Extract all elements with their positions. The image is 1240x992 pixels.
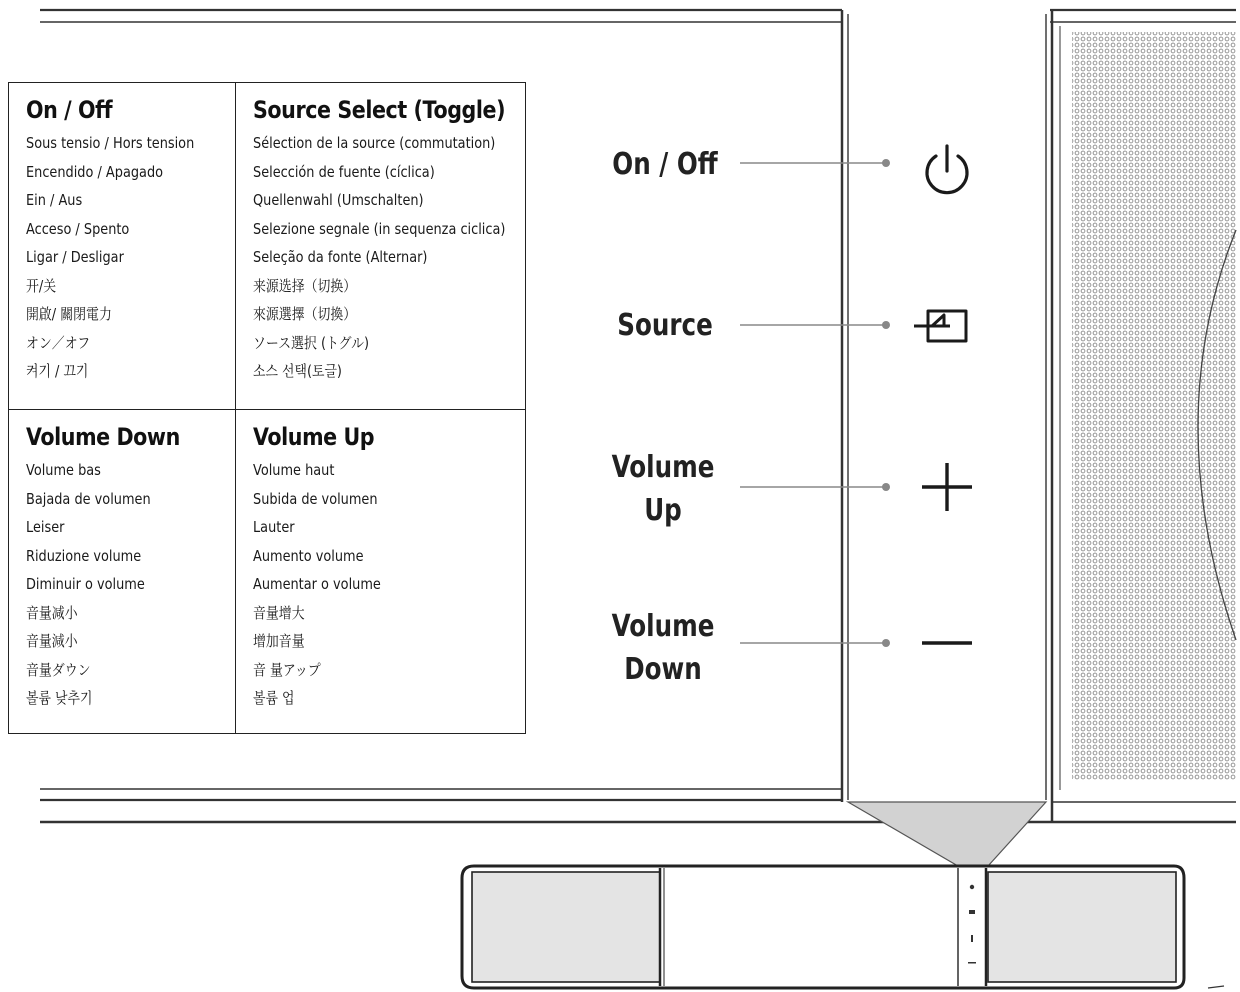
translation-line: 音 量アップ	[253, 660, 321, 679]
translation-line: 볼륨 업	[253, 689, 295, 707]
translation-line: Subida de volumen	[253, 489, 378, 508]
legend-title-volume-down: Volume Down	[26, 423, 180, 451]
translation-line: Selezione segnale (in sequenza ciclica)	[253, 219, 506, 238]
translation-line: Selección de fuente (cíclica)	[253, 162, 435, 181]
bottom-rails	[40, 789, 1236, 822]
top-rails	[40, 10, 1236, 22]
translation-line: 소스 선택(토글)	[253, 362, 342, 380]
enclosure-edges	[842, 10, 1060, 822]
callout-volume-down: Volume Down	[611, 609, 715, 687]
legend-cell-source-select	[236, 83, 525, 410]
legend-title-on-off: On / Off	[26, 96, 113, 124]
translation-line: 来源选择（切换）	[253, 276, 357, 295]
leader-lines	[740, 163, 884, 643]
translation-line: 켜기 / 끄기	[26, 362, 89, 380]
translation-line: Aumentar o volume	[253, 575, 381, 593]
translation-line: 增加音量	[253, 632, 305, 650]
legend-translations-volume-up	[253, 456, 525, 713]
translation-line: 音量增大	[253, 603, 305, 622]
legend-translations-on-off	[26, 129, 235, 386]
translation-line: Acceso / Spento	[26, 219, 130, 238]
translation-line: Sélection de la source (commutation)	[253, 134, 496, 152]
translation-line: Quellenwahl (Umschalten)	[253, 191, 424, 209]
translation-line: 音量减小	[26, 603, 78, 622]
translation-line: Seleção da fonte (Alternar)	[253, 248, 428, 266]
translation-line: Aumento volume	[253, 546, 364, 565]
callout-on-off: On / Off	[612, 147, 718, 182]
translation-line: オン／オフ	[26, 333, 91, 352]
legend-translations-volume-down	[26, 456, 235, 713]
translation-line: Leiser	[26, 518, 65, 536]
speaker-grille	[1072, 32, 1236, 780]
translation-line: 音量減小	[26, 632, 78, 650]
zoom-highlight-cone	[848, 802, 1046, 866]
corner-mark	[1208, 986, 1224, 988]
translation-line: 볼륨 낮추기	[26, 689, 93, 707]
soundbar-overview	[462, 866, 1184, 988]
source-input-icon	[914, 311, 966, 341]
legend-translations-source-select	[253, 129, 525, 386]
translation-line: Sous tensio / Hors tension	[26, 134, 195, 152]
legend-cell-on-off	[9, 83, 236, 410]
translation-line: Volume haut	[253, 461, 335, 479]
translation-line: Ligar / Desligar	[26, 248, 124, 266]
leader-dots	[882, 159, 890, 647]
translation-line: Ein / Aus	[26, 191, 83, 209]
translation-line: 音量ダウン	[26, 660, 91, 679]
translation-line: Lauter	[253, 518, 295, 536]
callout-source: Source	[617, 308, 713, 343]
legend-title-volume-up: Volume Up	[253, 423, 375, 451]
legend-cell-volume-up	[236, 410, 525, 733]
translation-line: Volume bas	[26, 461, 101, 479]
legend-cell-volume-down	[9, 410, 236, 733]
translation-line: 開啟/ 關閉電力	[26, 305, 112, 323]
legend-title-source-select: Source Select (Toggle)	[253, 96, 506, 124]
translation-line: Bajada de volumen	[26, 489, 151, 508]
plus-icon	[922, 463, 972, 511]
multilingual-legend-table	[8, 82, 526, 734]
power-icon	[927, 146, 967, 193]
translation-line: 來源選擇（切換）	[253, 305, 357, 323]
translation-line: Riduzione volume	[26, 546, 142, 565]
translation-line: ソース選択 (トグル)	[253, 333, 370, 352]
translation-line: Encendido / Apagado	[26, 162, 164, 181]
translation-line: 开/关	[26, 276, 57, 295]
translation-line: Diminuir o volume	[26, 575, 145, 593]
callout-volume-up: Volume Up	[611, 450, 715, 528]
